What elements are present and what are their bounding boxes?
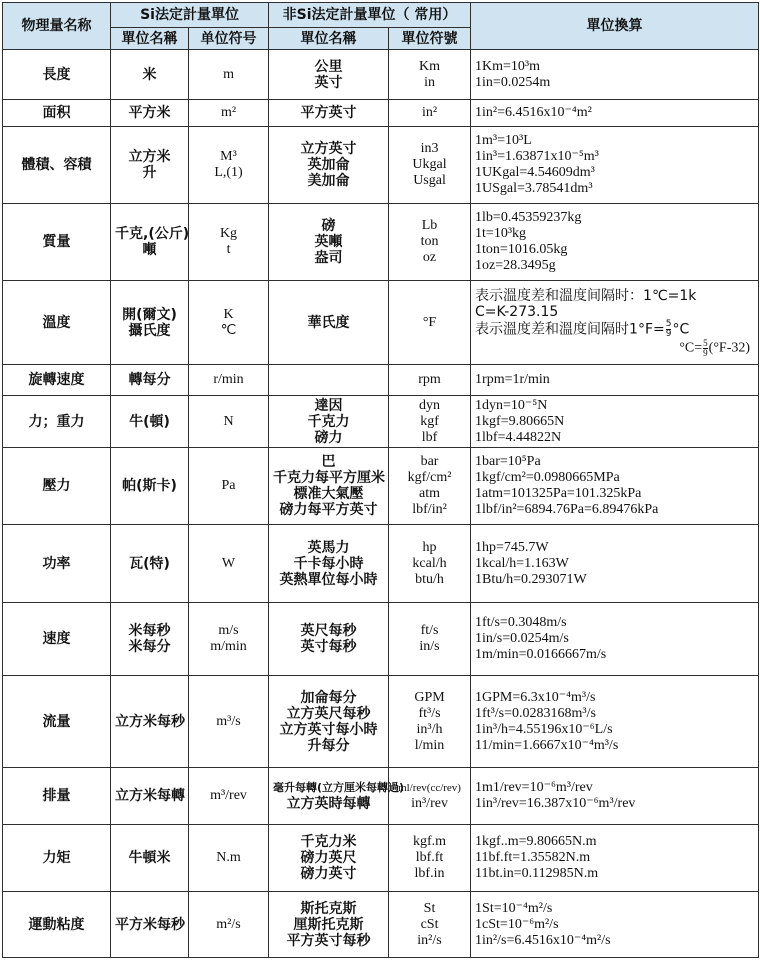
- fraction: [666, 320, 672, 339]
- si-symbol-cell-line: m/s: [218, 623, 239, 638]
- nonsi-name-cell: [269, 127, 389, 204]
- conversion-cell: [471, 892, 759, 958]
- si-symbol-cell-line: Kg: [219, 226, 238, 241]
- si-name-cell: [111, 365, 189, 396]
- si-name-cell-line: 立方米: [128, 149, 171, 165]
- quantity-cell: 長度: [3, 50, 111, 100]
- si-symbol-cell-line: N: [223, 413, 234, 429]
- si-symbol-cell: [189, 281, 269, 365]
- si-name-cell: [111, 396, 189, 448]
- nonsi-symbol-cell-line: ft³/s: [418, 705, 441, 721]
- nonsi-symbol-cell: [389, 603, 471, 676]
- nonsi-symbol-cell-line: °F: [422, 314, 437, 330]
- nonsi-name-cell-line: 升每分: [307, 737, 350, 754]
- conversion-cell: [471, 825, 759, 892]
- table-row: [3, 204, 759, 281]
- conversion-cell-line: 1kgf=9.80665N: [475, 413, 565, 429]
- unit-conversion-table: [2, 2, 759, 958]
- si-name-cell: [111, 50, 189, 100]
- si-symbol-cell: [189, 768, 269, 825]
- conversion-cell-line: 1in=0.0254m: [475, 74, 551, 90]
- si-symbol-cell: [189, 50, 269, 100]
- nonsi-symbol-cell: [389, 100, 471, 127]
- conversion-tail: (°F-32): [708, 340, 751, 356]
- conversion-cell-line: 1lbf/in²=6894.76Pa=6.89476kPa: [475, 502, 659, 517]
- nonsi-symbol-cell-line: in²/s: [417, 932, 442, 948]
- si-symbol-cell-line: m²/s: [216, 916, 241, 932]
- conversion-cell-line: 表示溫度差和溫度间隔时1°F= $\frac{5}{9}$ °C: [475, 318, 690, 339]
- si-symbol-cell-line: M³: [220, 149, 237, 164]
- header-si-name: 單位名稱: [111, 28, 189, 50]
- si-name-cell-line: 米每秒: [128, 623, 171, 639]
- nonsi-name-cell-line: 英寸: [314, 74, 343, 91]
- nonsi-name-cell-line: 斯托克斯: [300, 900, 357, 917]
- conversion-cell-line: 1kgf..m=9.80665N.m: [475, 834, 597, 849]
- si-symbol-cell-line: t: [226, 242, 231, 257]
- nonsi-name-cell-line: 平方英寸每秒: [286, 932, 371, 949]
- nonsi-symbol-cell: [389, 281, 471, 365]
- nonsi-symbol-cell: [389, 396, 471, 448]
- nonsi-symbol-cell-line: kgf/cm²: [407, 470, 452, 485]
- nonsi-symbol-cell-line: Lb: [421, 218, 438, 233]
- nonsi-name-cell-line: 英尺每秒: [300, 623, 357, 639]
- quantity-cell: 質量: [3, 204, 111, 281]
- nonsi-name-cell-line: 千克力米: [300, 834, 357, 850]
- nonsi-symbol-cell-line: ft/s: [420, 623, 439, 638]
- si-symbol-cell-line: Pa: [221, 478, 236, 493]
- nonsi-name-cell-line: 磅: [321, 218, 336, 234]
- si-symbol-cell: [189, 204, 269, 281]
- conversion-cell-line: 表示溫度差和溫度间隔时：1℃=1k: [475, 287, 697, 304]
- nonsi-name-cell-line: 巴: [321, 454, 336, 470]
- conversion-cell: [471, 127, 759, 204]
- nonsi-name-cell: [269, 100, 389, 127]
- nonsi-symbol-cell-line: kcal/h: [412, 555, 447, 571]
- conversion-cell-line: 1Btu/h=0.293071W: [475, 571, 587, 587]
- table-row: [3, 281, 759, 365]
- nonsi-name-cell-line: 達因: [314, 397, 343, 414]
- si-name-cell: [111, 204, 189, 281]
- si-symbol-cell: [189, 127, 269, 204]
- si-symbol-cell: [189, 825, 269, 892]
- nonsi-name-cell-line: 英馬力: [307, 539, 350, 556]
- conversion-cell: [471, 365, 759, 396]
- conversion-cell-line: 1cSt=10⁻⁶m²/s: [475, 916, 559, 932]
- si-name-cell: [111, 100, 189, 127]
- nonsi-name-cell: [269, 768, 405, 825]
- quantity-cell: 功率: [3, 525, 111, 603]
- si-symbol-cell: [189, 365, 269, 396]
- nonsi-name-cell-line: 標准大氣壓: [293, 486, 364, 502]
- si-symbol-cell: [189, 525, 269, 603]
- nonsi-name-cell-line: 平方英寸: [300, 105, 357, 121]
- nonsi-symbol-cell: [389, 892, 471, 958]
- quantity-cell: 力矩: [3, 825, 111, 892]
- nonsi-symbol-cell: [389, 825, 471, 892]
- nonsi-name-cell-line: 千克力: [307, 413, 350, 430]
- nonsi-symbol-cell: [389, 676, 471, 768]
- conversion-cell: [471, 525, 759, 603]
- si-symbol-cell-line: ℃: [220, 322, 237, 338]
- header-si-group: Si法定計量單位: [111, 3, 269, 28]
- nonsi-symbol-cell-line: in³/rev: [411, 796, 448, 811]
- quantity-cell: 體積、容積: [3, 127, 111, 204]
- nonsi-symbol-cell: [389, 448, 471, 525]
- nonsi-symbol-cell: [389, 50, 471, 100]
- conversion-cell-line: 1ton=1016.05kg: [475, 242, 568, 257]
- table-row: [3, 525, 759, 603]
- conversion-cell-line: 1ft/s=0.3048m/s: [475, 615, 567, 630]
- nonsi-symbol-cell: [389, 365, 471, 396]
- si-name-cell-line: 噸: [142, 242, 157, 258]
- table-row: [3, 396, 759, 448]
- quantity-cell: 壓力: [3, 448, 111, 525]
- quantity-cell: 溫度: [3, 281, 111, 365]
- nonsi-name-cell-line: 盎司: [314, 250, 343, 266]
- nonsi-name-cell-line: 厘斯托克斯: [293, 916, 364, 933]
- nonsi-symbol-cell-line: rpm: [418, 372, 441, 387]
- nonsi-symbol-cell-line: bar: [420, 454, 439, 469]
- si-name-cell-line: 瓦(特): [129, 555, 170, 572]
- si-name-cell-line: 開(爾文): [122, 306, 177, 323]
- si-symbol-cell: [189, 100, 269, 127]
- si-symbol-cell: [189, 448, 269, 525]
- conversion-cell-line: 1ft³/s=0.0283168m³/s: [475, 705, 596, 721]
- nonsi-symbol-cell-line: oz: [422, 250, 437, 265]
- conversion-cell: [471, 50, 759, 100]
- conversion-cell: [471, 100, 759, 127]
- si-name-cell: [111, 768, 189, 825]
- fraction-denominator: 9: [665, 328, 672, 339]
- table-row: [3, 676, 759, 768]
- nonsi-symbol-cell-line: ml/rev(cc/rev): [398, 782, 461, 794]
- table-body: [3, 50, 759, 958]
- nonsi-symbol-cell-line: lbf.in: [414, 866, 445, 881]
- nonsi-name-cell-line: 千克力每平方厘米: [273, 470, 386, 486]
- nonsi-symbol-cell-line: in³/h: [416, 721, 443, 737]
- si-name-cell-line: 牛頓米: [128, 850, 171, 866]
- si-symbol-cell-line: W: [221, 555, 236, 571]
- nonsi-symbol-cell-line: Ukgal: [412, 157, 447, 172]
- conversion-cell-line: 1atm=101325Pa=101.325kPa: [475, 486, 642, 501]
- nonsi-symbol-cell-line: lbf.ft: [415, 850, 444, 865]
- nonsi-name-cell-line: 立方英寸每小時: [279, 721, 378, 738]
- nonsi-name-cell: [269, 892, 389, 958]
- quantity-cell: 面积: [3, 100, 111, 127]
- si-name-cell-line: 米: [142, 66, 157, 83]
- nonsi-name-cell: [269, 603, 389, 676]
- nonsi-name-cell-line: 磅力每平方英寸: [279, 502, 378, 518]
- nonsi-name-cell-line: 磅力英尺: [300, 850, 357, 866]
- nonsi-name-cell-line: 英寸每秒: [300, 639, 357, 655]
- nonsi-name-cell-line: 公里: [314, 58, 343, 75]
- nonsi-name-cell: [269, 825, 389, 892]
- conversion-cell-line: 1oz=28.3495g: [475, 258, 556, 273]
- header-row-1: [3, 3, 759, 28]
- si-name-cell: [111, 525, 189, 603]
- nonsi-name-cell-line: 毫升每轉(立方厘米每轉過): [273, 781, 405, 794]
- nonsi-name-cell-line: 立方英時每轉: [286, 796, 371, 812]
- conversion-cell-line: 11/min=1.6667x10⁻⁴m³/s: [475, 737, 619, 753]
- conversion-cell-line: 1kcal/h=1.163W: [475, 555, 569, 571]
- fraction-numerator: 5: [703, 337, 708, 348]
- conversion-cell: [471, 676, 759, 768]
- si-name-cell: [111, 281, 189, 365]
- nonsi-name-cell: [269, 50, 389, 100]
- nonsi-name-cell: [269, 365, 389, 396]
- conversion-cell-line: 1lb=0.45359237kg: [475, 210, 582, 225]
- nonsi-name-cell-line: 立方英尺每秒: [286, 705, 371, 722]
- quantity-cell: 排量: [3, 768, 111, 825]
- nonsi-symbol-cell: [389, 525, 471, 603]
- si-name-cell-line: 平方米每秒: [115, 916, 185, 933]
- header-nonsi-group: 非Si法定計量單位（ 常用）: [269, 3, 471, 28]
- si-name-cell-line: 米每分: [128, 639, 171, 655]
- nonsi-symbol-cell-line: dyn: [419, 397, 441, 413]
- table-row: [3, 603, 759, 676]
- si-name-cell: [111, 676, 189, 768]
- nonsi-name-cell: [269, 396, 389, 448]
- si-symbol-cell: [189, 396, 269, 448]
- si-symbol-cell-line: m/min: [210, 639, 247, 654]
- conversion-cell-line: C=K-273.15: [475, 303, 559, 320]
- conversion-cell-line: 11bf.ft=1.35582N.m: [475, 850, 591, 865]
- conversion-cell-line: 11bt.in=0.112985N.m: [475, 866, 599, 881]
- conversion-cell-line: 1kgf/cm²=0.0980665MPa: [475, 470, 620, 485]
- header-nonsi-symbol: 單位符號: [389, 28, 471, 50]
- nonsi-name-cell-line: 立方英寸: [300, 141, 357, 157]
- nonsi-symbol-cell-line: in/s: [419, 639, 440, 654]
- nonsi-symbol-cell-line: in3: [420, 141, 439, 156]
- conversion-cell-line: 1in²=6.4516x10⁻⁴m²: [475, 105, 592, 120]
- conversion-cell-line: 1t=10³kg: [475, 226, 527, 241]
- nonsi-name-cell-line: 英加侖: [307, 157, 350, 173]
- conversion-cell: [471, 204, 759, 281]
- nonsi-name-cell: [269, 281, 389, 365]
- nonsi-symbol-cell-line: lbf: [421, 429, 438, 445]
- conversion-cell-line: 1m1/rev=10⁻⁶m³/rev: [475, 780, 593, 795]
- si-symbol-cell: [189, 892, 269, 958]
- conversion-cell-line: 1m/min=0.0166667m/s: [475, 647, 607, 662]
- quantity-cell: 旋轉速度: [3, 365, 111, 396]
- nonsi-symbol-cell: [389, 127, 471, 204]
- si-symbol-cell-line: m³/rev: [210, 788, 247, 803]
- si-name-cell: [111, 603, 189, 676]
- conversion-cell: [471, 281, 759, 365]
- nonsi-name-cell: [269, 525, 389, 603]
- quantity-cell: 力；重力: [3, 396, 111, 448]
- nonsi-symbol-cell-line: hp: [422, 539, 437, 555]
- nonsi-name-cell: [269, 204, 389, 281]
- conversion-cell: [471, 396, 759, 448]
- si-name-cell: [111, 892, 189, 958]
- conversion-cell-line: 1hp=745.7W: [475, 539, 549, 555]
- header-nonsi-name: 單位名稱: [269, 28, 389, 50]
- quantity-cell: 運動粘度: [3, 892, 111, 958]
- nonsi-symbol-cell-line: St: [423, 900, 436, 916]
- conversion-cell-line: 1USgal=3.78541dm³: [475, 181, 593, 196]
- si-name-cell-line: 平方米: [128, 105, 171, 121]
- conversion-cell-line: 1UKgal=4.54609dm³: [475, 165, 595, 180]
- si-symbol-cell-line: K: [223, 306, 234, 322]
- table-row: [3, 127, 759, 204]
- nonsi-name-cell-line: 英熱單位每小時: [279, 571, 378, 588]
- conversion-cell-line: 1GPM=6.3x10⁻⁴m³/s: [475, 689, 596, 705]
- nonsi-symbol-cell-line: GPM: [414, 689, 445, 705]
- nonsi-symbol-cell-line: kgf: [420, 413, 439, 429]
- si-name-cell-line: 立方米每轉: [115, 788, 185, 804]
- table-row: [3, 448, 759, 525]
- conversion-cell-line: 1Km=10³m: [475, 58, 541, 74]
- conversion-cell-line: 1in³=1.63871x10⁻⁵m³: [475, 149, 599, 164]
- nonsi-name-cell-line: 千卡每小時: [293, 555, 364, 572]
- conversion-cell-line: 1St=10⁻⁴m²/s: [475, 900, 553, 916]
- si-name-cell-line: 攝氏度: [128, 322, 171, 339]
- nonsi-symbol-cell-line: cSt: [420, 916, 439, 932]
- nonsi-symbol-cell-line: ton: [420, 234, 439, 249]
- si-symbol-cell-line: m²: [220, 105, 237, 120]
- header-si-symbol: 单位符号: [189, 28, 269, 50]
- nonsi-symbol-cell-line: Usgal: [413, 173, 446, 188]
- si-name-cell: [111, 448, 189, 525]
- si-name-cell-line: 千克,(公斤): [115, 226, 190, 242]
- conversion-cell-line: 1in²/s=6.4516x10⁻⁴m²/s: [475, 932, 611, 948]
- nonsi-symbol-cell-line: l/min: [414, 737, 445, 753]
- nonsi-name-cell-line: 加侖每分: [300, 689, 357, 706]
- conversion-cell-line: 1rpm=1r/min: [475, 372, 550, 387]
- nonsi-symbol-cell: [389, 768, 471, 825]
- fraction: [703, 339, 708, 358]
- si-symbol-cell: [189, 676, 269, 768]
- conversion-cell-line: 1dyn=10⁻⁵N: [475, 397, 548, 413]
- conversion-cell-line: 1in³/rev=16.387x10⁻⁶m³/rev: [475, 796, 636, 811]
- table-row: [3, 825, 759, 892]
- conversion-cell-line: °C= $\frac{5}{9}$ (°F-32): [679, 337, 751, 358]
- table-row: [3, 768, 759, 825]
- header-quantity: 物理量名称: [3, 3, 111, 50]
- table-row: [3, 100, 759, 127]
- quantity-cell: 流量: [3, 676, 111, 768]
- conversion-cell-line: 1bar=10⁵Pa: [475, 454, 541, 469]
- nonsi-name-cell-line: 美加侖: [307, 173, 350, 189]
- conversion-cell-line: 1lbf=4.44822N: [475, 429, 562, 445]
- conversion-cell-line: 1in³/h=4.55196x10⁻⁶L/s: [475, 721, 613, 737]
- nonsi-name-cell-line: 英噸: [314, 234, 343, 250]
- si-name-cell-line: 牛(頓): [129, 413, 170, 430]
- conversion-cell-line: 1in/s=0.0254m/s: [475, 631, 569, 646]
- nonsi-name-cell: [269, 448, 389, 525]
- si-name-cell-line: 立方米每秒: [115, 713, 185, 730]
- si-symbol-cell: [189, 603, 269, 676]
- nonsi-symbol-cell-line: in²: [421, 105, 438, 120]
- si-symbol-cell-line: L,(1): [214, 165, 243, 180]
- si-symbol-cell-line: m: [223, 66, 234, 82]
- fraction-denominator: 9: [703, 347, 708, 358]
- nonsi-name-cell-line: 華氏度: [307, 314, 350, 331]
- nonsi-symbol-cell-line: lbf/in²: [412, 502, 447, 517]
- table-row: [3, 50, 759, 100]
- si-name-cell-line: 轉每分: [128, 372, 171, 388]
- quantity-cell: 速度: [3, 603, 111, 676]
- conversion-cell-line: 1m³=10³L: [475, 133, 532, 148]
- nonsi-name-cell-line: 磅力: [314, 429, 343, 446]
- conversion-tail: °C: [672, 321, 690, 337]
- si-name-cell-line: 帕(斯卡): [122, 478, 177, 494]
- nonsi-symbol-cell-line: Km: [419, 58, 441, 74]
- fraction-numerator: 5: [665, 318, 672, 329]
- table-row: [3, 365, 759, 396]
- nonsi-symbol-cell-line: btu/h: [415, 571, 444, 587]
- nonsi-symbol-cell-line: kgf.m: [412, 834, 447, 849]
- si-symbol-cell-line: N.m: [216, 850, 241, 865]
- nonsi-name-cell-line: 磅力英寸: [300, 866, 357, 882]
- nonsi-symbol-cell: [389, 204, 471, 281]
- si-symbol-cell-line: r/min: [213, 372, 244, 387]
- conversion-cell: [471, 448, 759, 525]
- si-symbol-cell-line: m³/s: [216, 713, 241, 729]
- si-name-cell: [111, 127, 189, 204]
- nonsi-symbol-cell-line: atm: [419, 486, 441, 501]
- si-name-cell-line: 升: [142, 165, 157, 181]
- si-name-cell: [111, 825, 189, 892]
- header-conversion: 單位換算: [471, 3, 759, 50]
- conversion-cell: [471, 603, 759, 676]
- table-row: [3, 892, 759, 958]
- conversion-cell: [471, 768, 759, 825]
- nonsi-name-cell: [269, 676, 389, 768]
- nonsi-symbol-cell-line: in: [424, 74, 435, 90]
